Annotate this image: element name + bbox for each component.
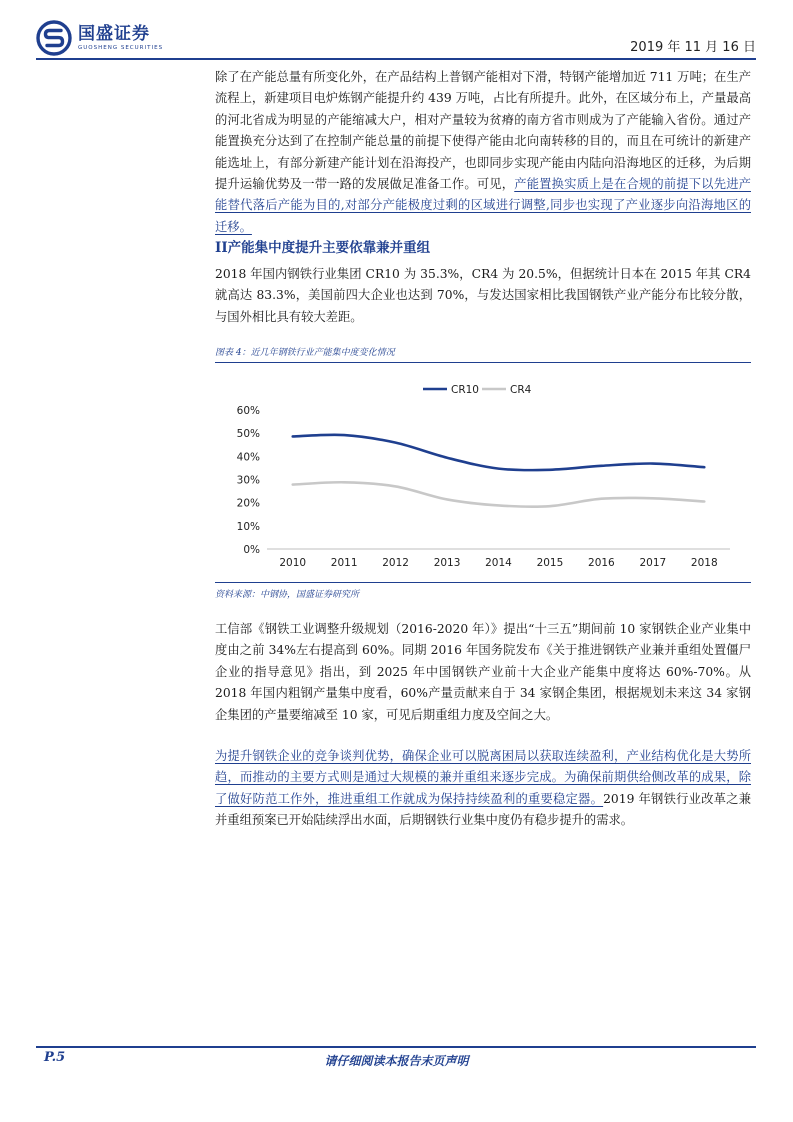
header-divider bbox=[36, 58, 756, 60]
paragraph-concentration: 2018 年国内钢铁行业集团 CR10 为 35.3%，CR4 为 20.5%，但据统计日本在 2015 年其 CR4 就高达 83.3%，美国前四大企业也达到 70%，与发达国家相比我国钢铁产业产能分布比较分散，与国外相比具有较大差距。 bbox=[215, 267, 751, 324]
legend-label-cr4: CR4 bbox=[510, 384, 532, 396]
series-line-cr10 bbox=[293, 435, 705, 470]
x-tick-label: 2018 bbox=[690, 557, 718, 569]
disclaimer-note: 请仔细阅读本报告末页声明 bbox=[324, 1054, 469, 1068]
series-line-cr4 bbox=[293, 482, 705, 506]
chart-series bbox=[293, 435, 705, 507]
y-tick-label: 60% bbox=[236, 405, 260, 417]
figure-source: 资料来源：中钢协，国盛证券研究所 bbox=[215, 590, 360, 600]
paragraph-text: 2019 年钢铁行业改革之兼并重组预案已开始陆续浮出水面，后期钢铁行业集中度仍有稳步提升的需求。 bbox=[215, 791, 751, 828]
x-tick-label: 2015 bbox=[536, 557, 564, 569]
company-logo bbox=[36, 20, 163, 56]
concentration-line-chart bbox=[215, 363, 751, 582]
x-tick-label: 2013 bbox=[433, 557, 461, 569]
y-tick-label: 50% bbox=[236, 428, 260, 441]
underlined-conclusion: 产能置换实质上是在合规的前提下以先进产能替代落后产能为目的,对部分产能极度过剩的区域进行调整,同步也实现了产业逐步向沿海地区的迁移。 bbox=[215, 177, 751, 234]
guosheng-logo-icon bbox=[36, 20, 72, 56]
paragraph-capacity-replacement bbox=[215, 67, 751, 238]
x-tick-label: 2014 bbox=[485, 557, 512, 569]
y-tick-label: 10% bbox=[236, 520, 260, 533]
legend-label-cr10: CR10 bbox=[451, 384, 479, 396]
figure-caption: 图表 4：近几年钢铁行业产能集中度变化情况 bbox=[215, 348, 395, 358]
x-tick-label: 2012 bbox=[382, 557, 409, 569]
report-date: 2019 年 11 月 16 日 bbox=[630, 40, 756, 55]
x-tick-label: 2016 bbox=[588, 557, 615, 569]
section-title: II产能集中度提升主要依靠兼并重组 bbox=[215, 240, 431, 256]
paragraph-text: 除了在产能总量有所变化外，在产品结构上普钢产能相对下滑，特钢产能增加近 711 万吨；在生产流程上，新建项目电炉炼钢产能提升约 439 万吨，占比有所提升。此外，在区域分布上，产量最高的河北省成为明显的产能缩减大户，相对产量较为贫瘠的南方省市则成为了产能输入省份。通过产能置换充分达到了在控制产能总量的前提下使得产能由北向南转移的目的，而且在可统计的新建产能选址上，有部分新建产能计划在沿海投产，也即同步实现产能由内陆向沿海地区的迁移，为后期提升运输优势及一带一路的发展做足准备工作。可见， bbox=[215, 70, 751, 192]
page-number: P.5 bbox=[44, 1050, 66, 1065]
figure-bottom-rule bbox=[215, 582, 751, 583]
paragraph-mergers bbox=[215, 746, 751, 832]
logo-chinese-name: 国盛证券 bbox=[78, 24, 150, 44]
x-axis bbox=[267, 549, 730, 569]
x-tick-label: 2017 bbox=[639, 557, 667, 569]
chart-legend bbox=[423, 384, 532, 396]
y-tick-label: 0% bbox=[243, 544, 260, 556]
y-tick-label: 30% bbox=[236, 474, 260, 487]
y-tick-label: 20% bbox=[236, 497, 260, 510]
y-axis bbox=[237, 405, 260, 556]
footer-divider bbox=[36, 1046, 756, 1048]
underlined-statement: 为提升钢铁企业的竞争谈判优势，确保企业可以脱离困局以获取连续盈利，产业结构优化是大势所趋，而推动的主要方式则是通过大规模的兼并重组来逐步完成。为确保前期供给侧改革的成果，除了做好防范工作外，推进重组工作就成为保持持续盈利的重要稳定器。 bbox=[215, 749, 751, 806]
y-tick-label: 40% bbox=[236, 451, 260, 464]
paragraph-policy: 工信部《钢铁工业调整升级规划（2016-2020 年）》提出“十三五”期间前 10 家钢铁企业产业集中度由之前 34%左右提高到 60%。同期 2016 年国务院发布《关于推进钢铁产业兼并重组处置僵尸企业的指导意见》指出，到 2025 年中国钢铁产业前十大企业产能集中度将达 60%-70%。从 2018 年国内粗钢产量集中度看，60%产量贡献来自于 34 家钢企集团，根据规划未来这 34 家钢企集团的产量要缩减至 10 家，可见后期重组力度及空间之大。 bbox=[215, 622, 751, 722]
x-tick-label: 2010 bbox=[279, 557, 307, 569]
x-tick-label: 2011 bbox=[330, 557, 358, 569]
logo-english-name: GUOSHENG SECURITIES bbox=[78, 45, 164, 51]
page-header bbox=[36, 20, 756, 58]
